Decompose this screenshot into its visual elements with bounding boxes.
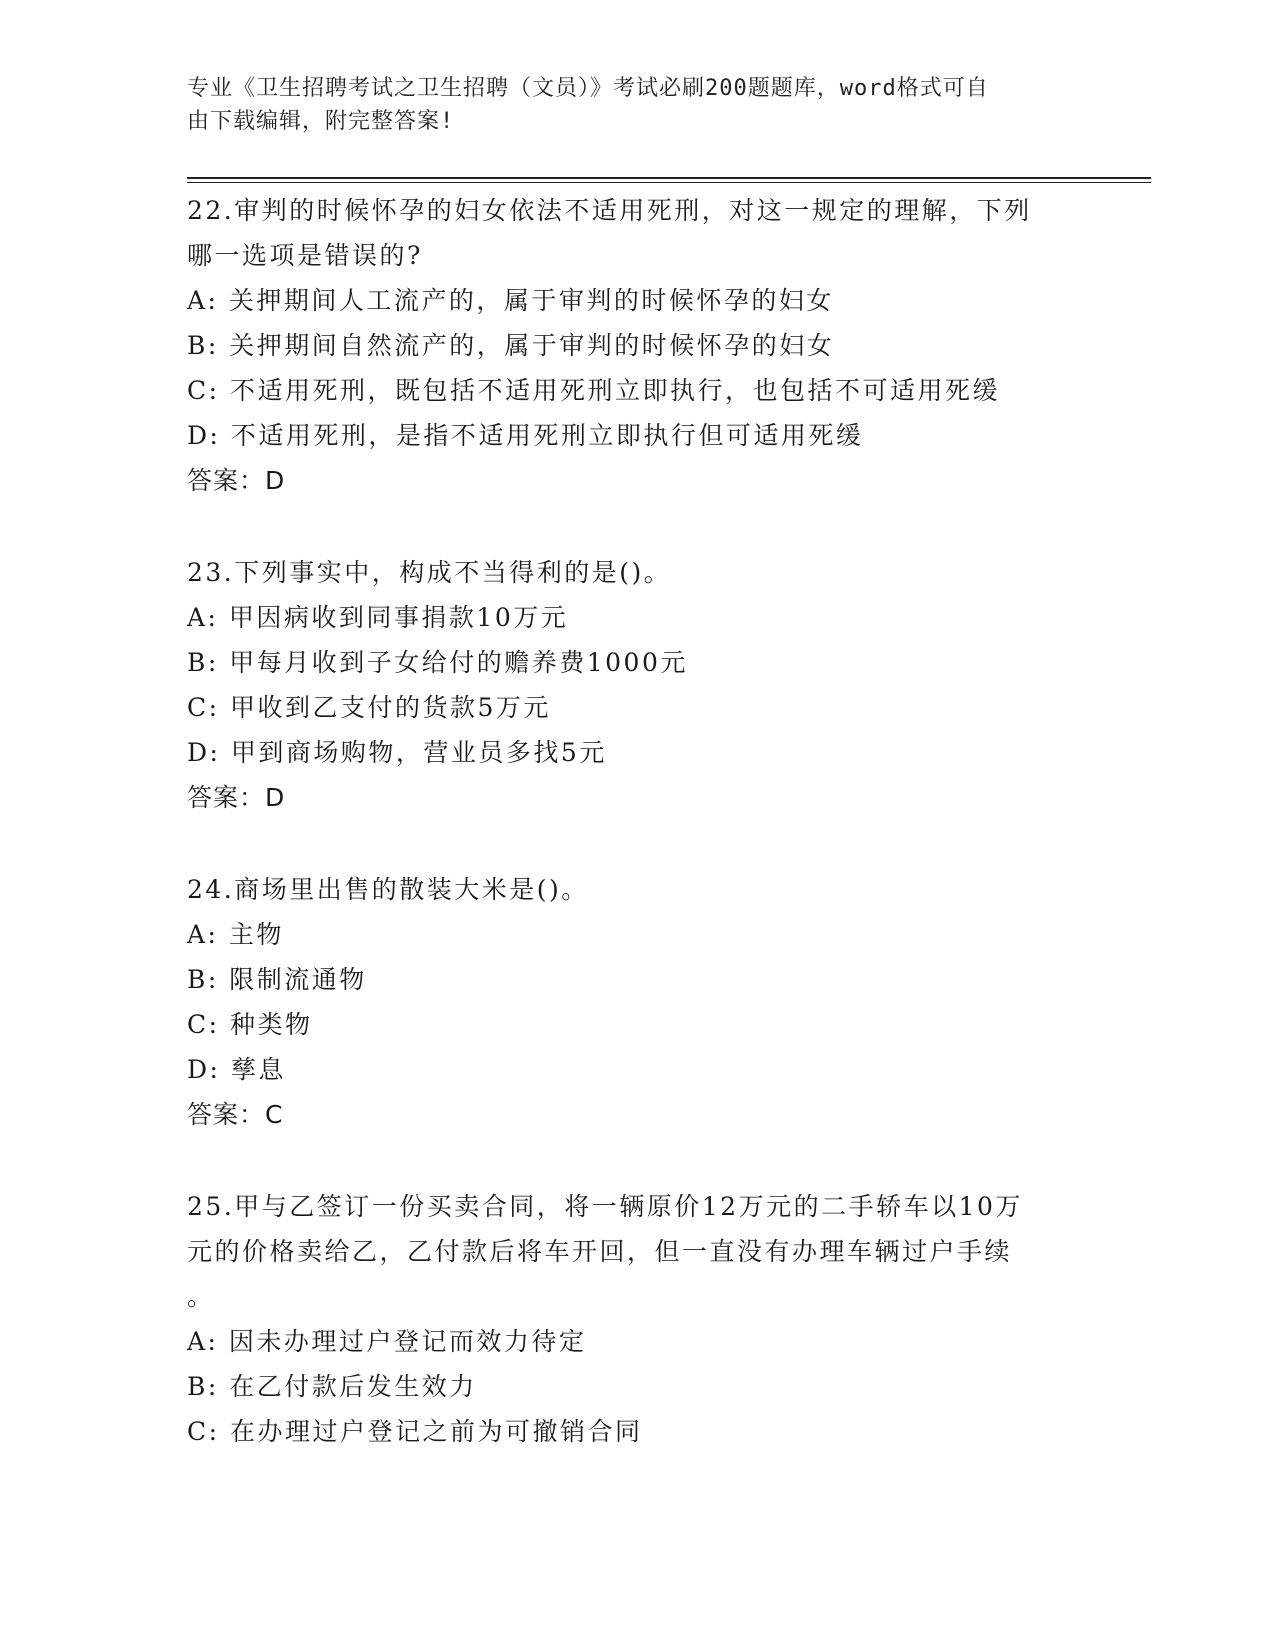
option-a: A: 因未办理过户登记而效力待定 (187, 1327, 587, 1356)
header-line-2: 由下载编辑，附完整答案! (187, 109, 455, 134)
question-22 (187, 188, 1087, 503)
header-line-1: 专业《卫生招聘考试之卫生招聘（文员）》考试必刷200题题库，word格式可自 (187, 76, 989, 101)
document-header (187, 72, 1067, 138)
option-a: A: 甲因病收到同事捐款10万元 (187, 603, 569, 632)
question-stem-line: 24.商场里出售的散装大米是()。 (187, 875, 589, 904)
option-c: C: 种类物 (187, 1010, 313, 1039)
answer: 答案：C (187, 1100, 284, 1129)
question-stem-line: 22.审判的时候怀孕的妇女依法不适用死刑，对这一规定的理解，下列 (187, 196, 1032, 225)
question-24 (187, 867, 1087, 1137)
option-b: B: 关押期间自然流产的，属于审判的时候怀孕的妇女 (187, 331, 835, 360)
option-a: A: 关押期间人工流产的，属于审判的时候怀孕的妇女 (187, 286, 834, 315)
option-c: C: 在办理过户登记之前为可撤销合同 (187, 1417, 643, 1446)
question-stem-line: 元的价格卖给乙，乙付款后将车开回，但一直没有办理车辆过户手续 (187, 1237, 1013, 1266)
option-d: D: 不适用死刑，是指不适用死刑立即执行但可适用死缓 (187, 421, 864, 450)
question-stem-line: 哪一选项是错误的? (187, 241, 423, 270)
question-stem-line: 25.甲与乙签订一份买卖合同，将一辆原价12万元的二手轿车以10万 (187, 1192, 1023, 1221)
header-divider-thin (187, 182, 1151, 183)
header-divider-thick (187, 177, 1151, 179)
option-d: D: 甲到商场购物，营业员多找5元 (187, 738, 607, 767)
spacer (187, 1137, 1087, 1184)
answer: 答案：D (187, 783, 286, 812)
option-a: A: 主物 (187, 920, 284, 949)
question-25 (187, 1184, 1087, 1454)
option-c: C: 不适用死刑，既包括不适用死刑立即执行，也包括不可适用死缓 (187, 376, 1001, 405)
question-23 (187, 550, 1087, 820)
question-list (187, 188, 1087, 1454)
spacer (187, 820, 1087, 867)
option-b: B: 限制流通物 (187, 965, 367, 994)
option-b: B: 在乙付款后发生效力 (187, 1372, 477, 1401)
question-stem-line: 。 (187, 1282, 215, 1311)
option-c: C: 甲收到乙支付的货款5万元 (187, 693, 551, 722)
spacer (187, 503, 1087, 550)
option-b: B: 甲每月收到子女给付的赡养费1000元 (187, 648, 688, 677)
option-d: D: 孳息 (187, 1055, 286, 1084)
answer: 答案：D (187, 466, 286, 495)
question-stem-line: 23.下列事实中，构成不当得利的是()。 (187, 558, 672, 587)
